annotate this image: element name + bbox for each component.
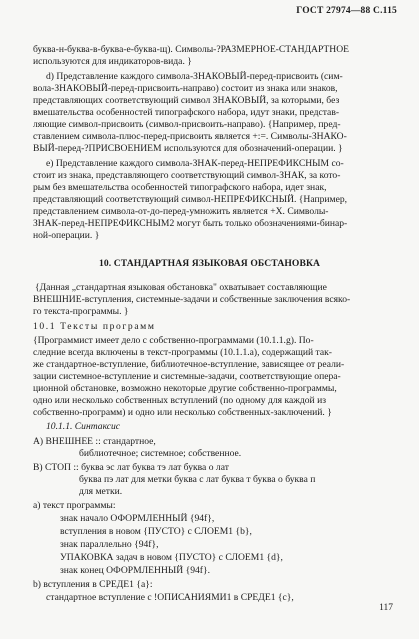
text-line: знак конец ОФОРМЛЕННЫЙ {94f}.	[60, 565, 210, 576]
text-line: {Данная „стандартная языковая обстановка" охватывает составляющие	[35, 282, 327, 293]
text-line: представляющих соответствующий символ ЗНАКОВЫЙ, за которыми, без	[33, 95, 340, 106]
subsection-heading: 10.1 Тексты программ	[33, 321, 156, 332]
text-line: знак начало ОФОРМЛЕННЫЙ {94f},	[60, 513, 215, 524]
text-line: зации системное-вступление и системные-задачи, соответствующие опера-	[33, 371, 341, 382]
text-line: знак параллельно {94f},	[60, 539, 159, 550]
text-line: B) СТОП :: буква эс лат буква тэ лат буква о лат	[33, 462, 229, 473]
text-line: буква пэ лат для метки буква с лат буква т буква о буква п	[79, 474, 316, 485]
text-line: ВНЕШНИЕ-вступления, системные-задачи и собственные заключения всяко-	[33, 294, 351, 305]
text-line: d) Представление каждого символа-ЗНАКОВЫЙ-перед-присвоить (сим-	[46, 71, 343, 82]
text-line: рым без вмешательства особенностей типографского набора, идет знак,	[33, 182, 327, 193]
section-title: 10. СТАНДАРТНАЯ ЯЗЫКОВАЯ ОБСТАНОВКА	[98, 258, 321, 269]
text-line: го текста-программы. }	[33, 306, 129, 317]
text-line: же стандартное-вступление, библиотечное-вступление, зависящее от реали-	[33, 359, 345, 370]
text-line: ной-операции. }	[33, 230, 100, 241]
text-line: стандартное вступление с !ОПИСАНИЯМИ1 в СРЕДЕ1 {c},	[46, 592, 294, 603]
text-line: библиотечное; системное; собственное.	[79, 448, 242, 459]
text-line: стоит из знака, представляющего соответствующий символ-ЗНАК, за кото-	[33, 170, 341, 181]
text-line: ционной обстановке, возможно некоторые другие собственно-программы,	[33, 383, 337, 394]
text-line: одно или несколько собственных вступлений (по одному для каждой из	[33, 395, 327, 406]
text-line: {Программист имеет дело с собственно-программами (10.1.1.g). По-	[33, 335, 314, 346]
text-line: ВЫЙ-перед-?ПРИСВОЕНИЕМ используются для обозначений-операции. }	[33, 143, 343, 154]
text-line: b) вступления в СРЕДЕ1 {a}:	[33, 579, 153, 590]
text-line: вмешательства особенностей типографского набора, идут знаки, представ-	[33, 107, 340, 118]
text-line: A) ВНЕШНЕЕ :: стандартное,	[33, 436, 156, 447]
text-line: УПАКОВКА задач в новом {ПУСТО} с СЛОЕМ1 {d},	[60, 552, 283, 563]
text-line: буква-н-буква-в-буква-е-буква-щ). Символы-?РАЗМЕРНОЕ-СТАНДАРТНОЕ	[33, 44, 350, 55]
text-line: a) текст программы:	[33, 500, 116, 511]
text-line: представляющий соответствующий символ-НЕПРЕФИКСНЫЙ. {Например,	[33, 194, 348, 205]
text-line: ставлением символа-плюс-перед-присвоить является +:=. Символы-ЗНАКО-	[33, 131, 347, 142]
syntax-heading: 10.1.1. Синтаксис	[46, 421, 121, 432]
page-header: ГОСТ 27974—88 С.115	[296, 6, 397, 16]
text-line: для метки.	[79, 486, 123, 497]
text-line: ЗНАК-перед-НЕПРЕФИКСНЫМ2 могут быть только обозначениями-бинар-	[33, 218, 348, 229]
text-line: следние всегда включены в текст-программы (10.1.1.a), содержащий так-	[33, 347, 332, 358]
text-line: вступления в новом {ПУСТО} с СЛОЕМ1 {b},	[60, 526, 252, 537]
text-line: используются для индикаторов-вида. }	[33, 56, 192, 67]
text-line: собственно-программ) и одно или несколько собственных-заключений. }	[33, 407, 332, 418]
text-line: e) Представление каждого символа-ЗНАК-перед-НЕПРЕФИКСНЫМ со-	[46, 158, 344, 169]
text-line: ляющие символ-присвоить (символ-присвоить-направо). {Например, пред-	[33, 119, 341, 130]
text-line: представлением символа-от-до-перед-умножить является +X. Символы-	[33, 206, 329, 217]
text-line: вола-ЗНАКОВЫЙ-перед-присвоить-направо) состоит из знака или знаков,	[33, 83, 338, 94]
page-number: 117	[379, 603, 393, 613]
